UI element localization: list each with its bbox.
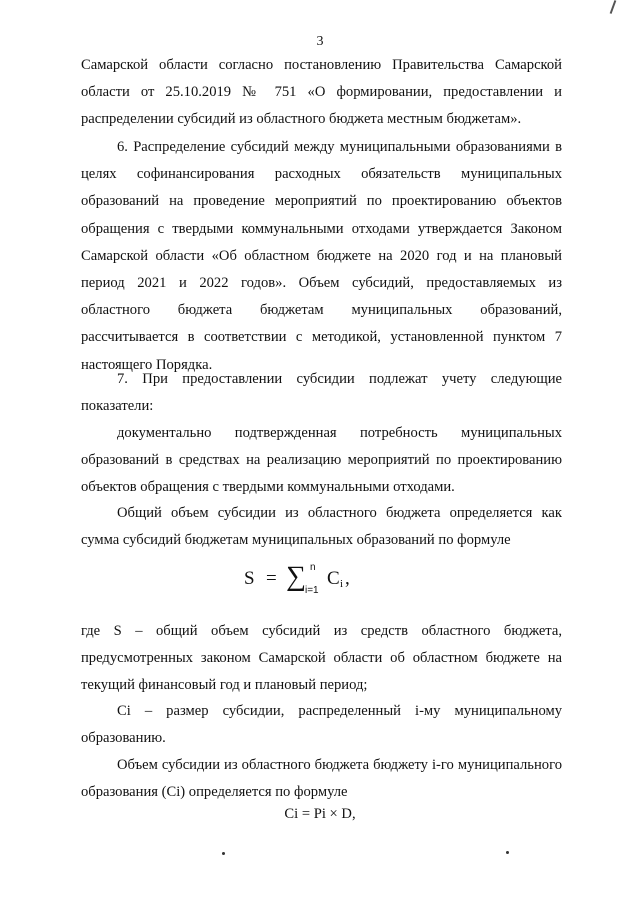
- scan-speck: [222, 852, 225, 855]
- sum-lower-limit: i=1: [305, 585, 319, 596]
- corner-mark: [610, 0, 617, 14]
- ci-formula: Ci = Pi × D,: [284, 806, 356, 822]
- paragraph-8: Объем субсидии из областного бюджета бюджету i-го муниципального образования (Ci) определяется по формуле: [81, 757, 562, 801]
- formula-term-subscript: i: [340, 578, 344, 590]
- paragraph-1: Самарской области согласно постановлению Правительства Самарской области от 25.10.2019 № 751 «О формировании, предоставлении и распределении субсидий из областного бюджета местным бюджетам».: [81, 57, 562, 128]
- paragraph-6: где S – общий объем субсидий из средств областного бюджета, предусмотренных законом Самарской области об областном бюджете на текущий финансовый год и плановый период;: [81, 623, 562, 694]
- paragraph-2: 6. Распределение субсидий между муниципальными образованиями в целях софинансирования расходных обязательств муниципальных образований на проведение мероприятий по проектированию объектов обращения с твердыми коммунальными отходами утверждается Законом Самарской области «Об областном бюджете на 2020 год и на плановый период 2021 и 2022 годов». Объем субсидий, предоставляемых из областного бюджета бюджетам муниципальных образований, рассчитывается в соответствии с методикой, установленной пунктом 7 настоящего Порядка.: [81, 139, 562, 373]
- scan-speck: [506, 851, 509, 854]
- formula-term: C: [327, 568, 340, 589]
- page-number: 3: [316, 34, 324, 49]
- sigma-symbol: ∑: [286, 561, 306, 592]
- paragraph-7: Ci – размер субсидии, распределенный i-му муниципальному образованию.: [81, 703, 562, 747]
- paragraph-5: Общий объем субсидии из областного бюджета определяется как сумма субсидий бюджетам муниципальных образований по формуле: [81, 505, 562, 549]
- formula-equals: =: [266, 568, 277, 589]
- paragraph-3: 7. При предоставлении субсидии подлежат учету следующие показатели:: [81, 371, 562, 415]
- sum-formula: [244, 563, 364, 603]
- formula-comma: ,: [345, 568, 350, 589]
- paragraph-4: документально подтвержденная потребность муниципальных образований в средствах на реализацию мероприятий по проектированию объектов обращения с твердыми коммунальными отходами.: [81, 425, 562, 496]
- formula-lhs: S: [244, 568, 255, 589]
- sum-upper-limit: n: [310, 562, 316, 573]
